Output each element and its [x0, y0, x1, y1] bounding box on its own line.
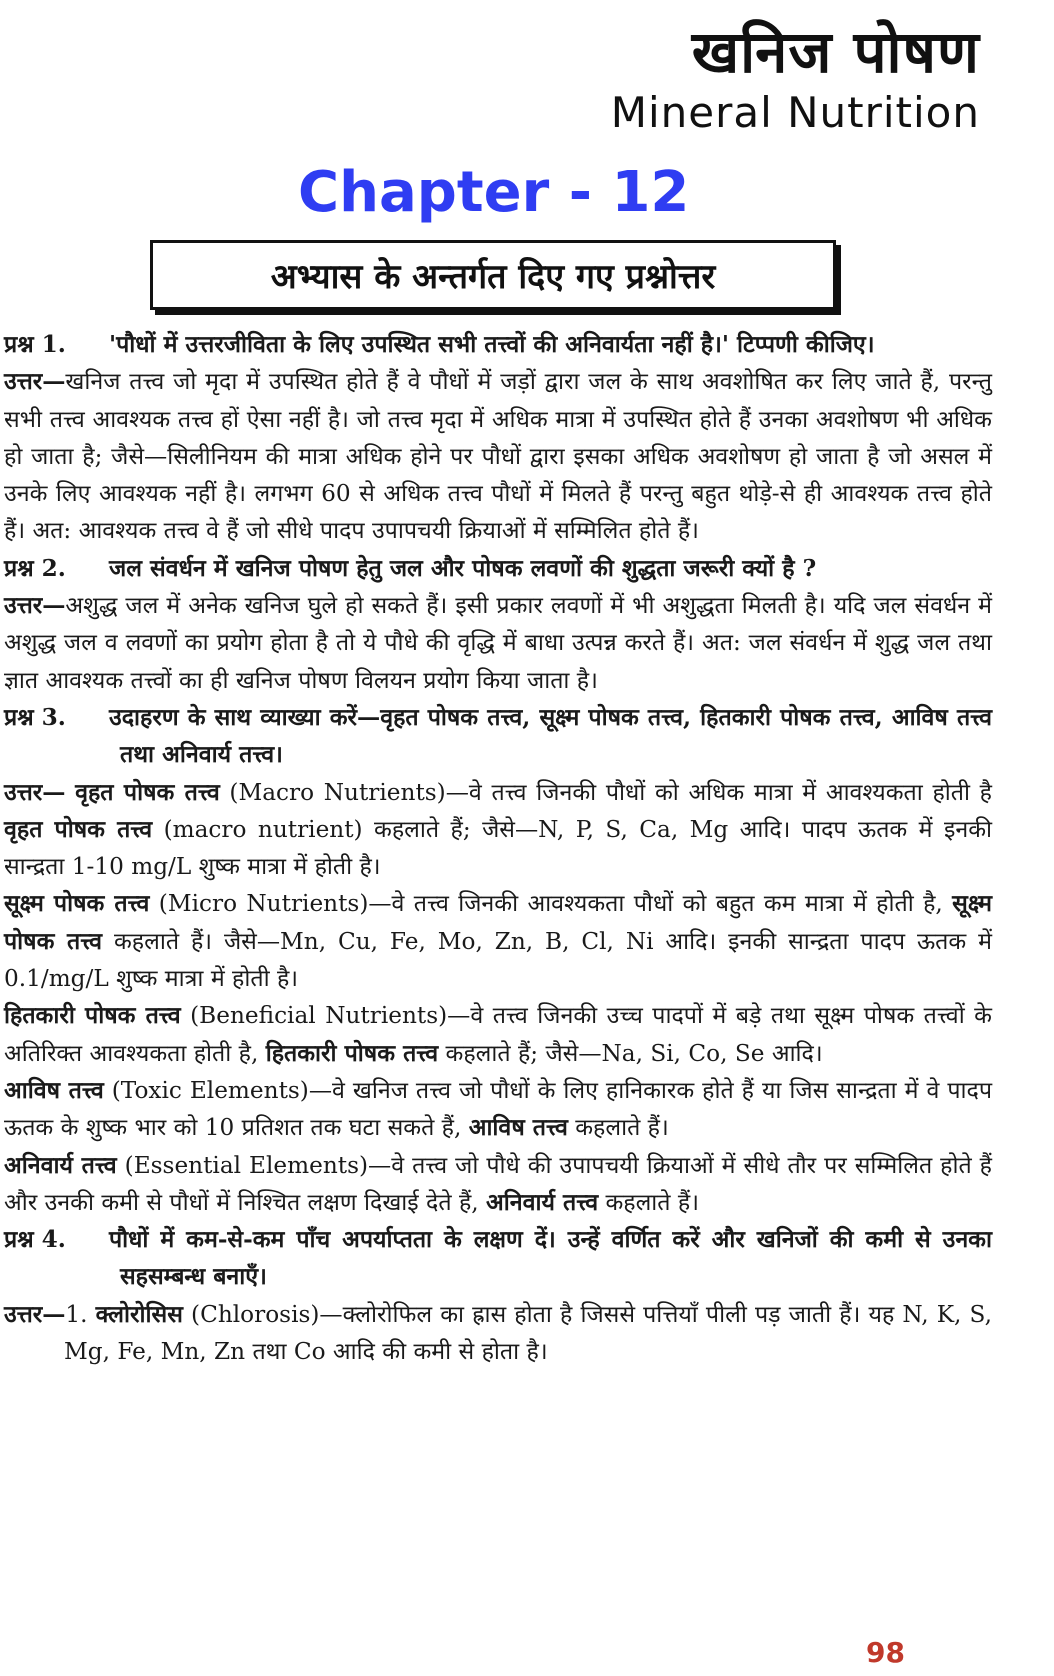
chapter-title-english: Mineral Nutrition: [610, 88, 980, 137]
answer-3-label: उत्तर—: [4, 778, 66, 806]
section-heading: अभ्यास के अन्तर्गत दिए गए प्रश्नोत्तर: [270, 257, 716, 297]
essential-term: अनिवार्य तत्त्व: [4, 1151, 117, 1179]
question-1-label: प्रश्न 1.: [4, 331, 66, 358]
micro-text-a: वे तत्त्व जिनकी आवश्यकता पौधों को बहुत कम मात्रा में होती है,: [391, 890, 953, 918]
question-4: [4, 1221, 992, 1296]
answer-2-label: उत्तर—: [4, 592, 66, 620]
beneficial-term-2: हितकारी पोषक तत्त्व: [265, 1039, 439, 1067]
answer-2: [4, 587, 992, 699]
question-1: [4, 326, 992, 363]
page-number: 98: [866, 1636, 905, 1669]
macro-text-a: वे तत्त्व जिनकी पौधों को अधिक मात्रा में आवश्यकता होती है: [468, 778, 992, 806]
macro-term-2: वृहत पोषक तत्त्व: [4, 815, 153, 843]
toxic-term-2: आविष तत्त्व: [468, 1114, 568, 1142]
question-2-label: प्रश्न 2.: [4, 554, 66, 582]
chlorosis-term: क्लोरोसिस: [95, 1300, 183, 1328]
micro-english: (Micro Nutrients)—: [149, 890, 392, 918]
micro-text-b: कहलाते हैं। जैसे—Mn, Cu, Fe, Mo, Zn, B, Cl, Ni आदि। इनकी सान्द्रता पादप ऊतक में 0.1/mg/L शुष्क मात्रा में होती है।: [4, 927, 992, 993]
beneficial-term: हितकारी पोषक तत्त्व: [4, 1002, 181, 1030]
answer-4-label: उत्तर—: [4, 1300, 66, 1328]
chlorosis-text: क्लोरोफिल का ह्रास होता है जिससे पत्तियाँ पीली पड़ जाती हैं। यह N, K, S, Mg, Fe, Mn, Zn तथा Co आदि की कमी से होता है।: [64, 1300, 992, 1366]
beneficial-text-a: वे तत्त्व जिनकी उच्च पादपों में बड़े तथा सूक्ष्म पोषक तत्त्वों के अतिरिक्त आवश्यकता होती है,: [4, 1002, 992, 1067]
macro-term: वृहत पोषक तत्त्व: [75, 778, 220, 806]
toxic-text-a: वे खनिज तत्त्व जो पौधों के लिए हानिकारक होते हैं या जिस सान्द्रता में वे पादप ऊतक के शुष्क भार को 10 प्रतिशत तक घटा सकते हैं,: [4, 1076, 992, 1142]
toxic-term: आविष तत्त्व: [4, 1076, 104, 1104]
toxic-text-b: कहलाते हैं।: [567, 1114, 669, 1142]
essential-term-2: अनिवार्य तत्त्व: [486, 1188, 599, 1216]
beneficial-text-b: कहलाते हैं; जैसे—Na, Si, Co, Se आदि।: [438, 1039, 823, 1067]
micro-term-2: सूक्ष्म पोषक तत्त्व: [4, 890, 992, 955]
question-4-text: पौधों में कम-से-कम पाँच अपर्याप्तता के लक्षण दें। उन्हें वर्णित करें और खनिजों की कमी से उनका सहसम्बन्ध बनाएँ।: [109, 1226, 992, 1291]
question-3-text: उदाहरण के साथ व्याख्या करें—वृहत पोषक तत्त्व, सूक्ष्म पोषक तत्त्व, हितकारी पोषक तत्त्व, आविष तत्त्व तथा अनिवार्य तत्त्व।: [109, 703, 992, 769]
essential-text-a: वे तत्त्व जो पौधे की उपापचयी क्रियाओं में सीधे तौर पर सम्मिलित होते हैं और उनकी कमी से पौधों में निश्चित लक्षण दिखाई देते हैं,: [4, 1151, 992, 1216]
answer-4: [4, 1296, 992, 1371]
question-2: [4, 550, 992, 587]
answer-3-essential: [4, 1147, 992, 1222]
macro-english: (Macro Nutrients)—: [219, 778, 469, 806]
beneficial-english: (Beneficial Nutrients)—: [180, 1002, 471, 1030]
answer-4-number: 1.: [65, 1300, 96, 1328]
essential-english: (Essential Elements)—: [116, 1151, 392, 1179]
answer-1-text: खनिज तत्त्व जो मृदा में उपस्थित होते हैं वे पौधों में जड़ों द्वारा जल के साथ अवशोषित कर लिए जाते हैं, परन्तु सभी तत्त्व आवश्यक तत्त्व हों ऐसा नहीं है। जो तत्त्व मृदा में अधिक मात्रा में उपस्थित होते हैं उनका अवशोषण भी अधिक हो जाता है; जैसे—सिलीनियम की मात्रा अधिक होने पर पौधों द्वारा इसका अधिक अवशोषण हो जाता है जो असल में उनके लिए आवश्यक नहीं है। लगभग 60 से अधिक तत्त्व पौधों में मिलते हैं परन्तु बहुत थोड़े-से ही आवश्यक तत्त्व होते हैं। अत: आवश्यक तत्त्व वे हैं जो सीधे पादप उपापचयी क्रियाओं में सम्मिलित होते हैं।: [4, 368, 992, 545]
micro-term: सूक्ष्म पोषक तत्त्व: [4, 890, 150, 918]
answer-3-beneficial: [4, 997, 992, 1072]
toxic-english: (Toxic Elements)—: [103, 1076, 333, 1104]
answer-1: [4, 363, 992, 549]
section-heading-box: [150, 240, 836, 310]
macro-text-b: (macro nutrient) कहलाते हैं; जैसे—N, P, S, Ca, Mg आदि। पादप ऊतक में इनकी सान्द्रता 1-10 mg/L शुष्क मात्रा में होती है।: [4, 815, 993, 881]
answer-3-toxic: [4, 1072, 992, 1147]
main-content: [4, 326, 992, 1370]
chapter-title-hindi: खनिज पोषण: [691, 18, 980, 86]
chlorosis-english: (Chlorosis)—: [182, 1300, 343, 1328]
question-2-text: जल संवर्धन में खनिज पोषण हेतु जल और पोषक लवणों की शुद्धता जरूरी क्यों है ?: [109, 554, 817, 582]
chapter-number: Chapter - 12: [298, 160, 690, 225]
question-1-text: 'पौधों में उत्तरजीविता के लिए उपस्थित सभी तत्त्वों की अनिवार्यता नहीं है।' टिप्पणी कीजिए।: [109, 331, 875, 358]
essential-text-b: कहलाते हैं।: [598, 1188, 699, 1216]
answer-1-label: उत्तर—: [4, 368, 66, 396]
question-3: [4, 699, 992, 774]
answer-2-text: अशुद्ध जल में अनेक खनिज घुले हो सकते हैं। इसी प्रकार लवणों में भी अशुद्धता मिलती है। यदि जल संवर्धन में अशुद्ध जल व लवणों का प्रयोग होता है तो ये पौधे की वृद्धि में बाधा उत्पन्न करते हैं। अत: जल संवर्धन में शुद्ध जल तथा ज्ञात आवश्यक तत्त्वों का ही खनिज पोषण विलयन प्रयोग किया जाता है।: [4, 592, 992, 694]
question-3-label: प्रश्न 3.: [4, 703, 66, 731]
question-4-label: प्रश्न 4.: [4, 1226, 66, 1254]
answer-3-macro: [4, 774, 992, 886]
answer-3-micro: [4, 885, 992, 997]
